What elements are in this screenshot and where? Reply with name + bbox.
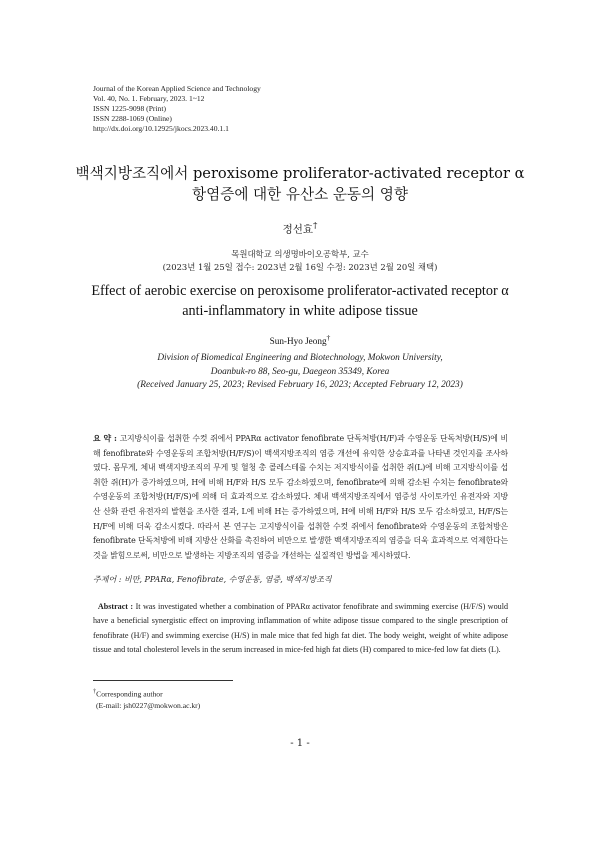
english-affiliation xyxy=(0,352,600,393)
keywords-text: 비만, PPARα, Fenofibrate, 수영운동, 염증, 백색지방조직 xyxy=(123,575,332,584)
english-dates: (Received January 25, 2023; Revised February 16, 2023; Accepted February 12, 2023) xyxy=(137,380,463,390)
korean-author-name: 정선효 xyxy=(282,223,314,236)
dagger-mark: † xyxy=(93,688,97,695)
english-affiliation-line1: Division of Biomedical Engineering and Biotechnology, Mokwon University, xyxy=(157,353,443,363)
korean-abstract xyxy=(93,432,508,563)
issn-online: ISSN 2288-1069 (Online) xyxy=(93,114,172,123)
korean-affiliation xyxy=(0,248,600,274)
footnote-divider xyxy=(93,680,233,681)
dagger-mark: † xyxy=(326,333,331,342)
korean-title xyxy=(60,163,540,205)
journal-volume: Vol. 40, No. 1. February, 2023. 1~12 xyxy=(93,94,205,103)
journal-name: Journal of the Korean Applied Science and Technology xyxy=(93,84,261,93)
english-title-line2: anti-inflammatory in white adipose tissue xyxy=(182,302,418,319)
page-number: - 1 - xyxy=(290,738,310,749)
keywords xyxy=(93,574,513,585)
dagger-mark: † xyxy=(313,221,318,231)
english-title-line1: Effect of aerobic exercise on peroxisome proliferator-activated receptor α xyxy=(91,283,509,299)
korean-author xyxy=(0,221,600,237)
footnote xyxy=(93,686,200,711)
korean-abstract-text: 고지방식이를 섭취한 수컷 쥐에서 PPARα activator fenofibrate 단독처방(H/F)과 수영운동 단독처방(H/S)에 비해 fenofibrate와 수영운동의 조합처방(H/F/S)이 백색지방조직의 염증 개선에 유익한 상승효과를 나타낸 것인지를 조사하였다. 몸무게, 체내 백색지방조직의 무게 및 혈청 총 콜레스테롤 수치는 저지방식이를 섭취한 쥐(L)에 비해 고지방식이를 섭취한 쥐(H)가 증가하였으며, H에 비해 H/F와 H/S 모두 감소하였으며, fenofibrate에 의해 감소된 수치는 fenofibrate와 수영운동의 조합처방(H/F/S)에 의해 더 효과적으로 감소하였다. 체내 백색지방조직에서 염증성 사이토카인 유전자와 지방산 산화 관련 유전자의 발현을 조사한 결과, L에 비해 H는 증가하였으며, H에 비해 H/F와 H/S 모두 감소하였고, H/F/S는 H/F에 비해 더욱 감소시켰다. 따라서 본 연구는 고지방식이를 섭취한 수컷 쥐에서 fenofibrate와 수영운동의 조합처방은 fenofibrate 단독처방에 비해 지방산 산화를 촉진하여 비만으로 발생한 백색지방조직의 염증을 더욱 효과적으로 억제한다는 것을 밝힘으로써, 비만으로 발생하는 지방조직의 염증을 개선하는 실질적인 방법을 제시하였다. xyxy=(93,434,509,560)
issn-print: ISSN 1225-9098 (Print) xyxy=(93,104,166,113)
english-abstract xyxy=(93,600,508,658)
doi-link[interactable]: http://dx.doi.org/10.12925/jkocs.2023.40.1.1 xyxy=(93,124,229,133)
journal-header xyxy=(93,84,261,134)
english-abstract-text: It was investigated whether a combination of PPARα activator fenofibrate and swimming exercise (H/F/S) would have a beneficial synergistic effect on improving inflammation of white adipose tissue compared to the single prescription of fenofibrate (H/F) and swimming exercise (H/S) in male mice that fed high fat diet. The body weight, weight of white adipose tissue and total cholesterol levels in the serum increased in mice-fed high fat diets (H) compared to mice-fed low fat diets (L). xyxy=(93,602,509,655)
english-title xyxy=(40,282,560,321)
keywords-label: 주제어 : xyxy=(93,575,122,584)
corresponding-email[interactable]: (E-mail: jsh0227@mokwon.ac.kr) xyxy=(96,700,201,710)
korean-title-line2: 항염증에 대한 유산소 운동의 영향 xyxy=(192,186,408,203)
english-author-name: Sun-Hyo Jeong xyxy=(269,336,327,347)
corresponding-author-label: Corresponding author xyxy=(96,689,163,699)
korean-affiliation-text: 목원대학교 의생명바이오공학부, 교수 xyxy=(231,249,369,259)
english-affiliation-line2: Doanbuk-ro 88, Seo-gu, Daegeon 35349, Korea xyxy=(210,366,390,377)
english-abstract-label: Abstract : xyxy=(97,602,134,611)
korean-dates: (2023년 1월 25일 접수: 2023년 2월 16일 수정: 2023년 2월 20일 채택) xyxy=(162,262,438,272)
english-author xyxy=(0,333,600,346)
korean-abstract-label: 요 약 : xyxy=(93,434,117,443)
korean-title-line1: 백색지방조직에서 peroxisome proliferator-activated receptor α xyxy=(75,165,525,182)
